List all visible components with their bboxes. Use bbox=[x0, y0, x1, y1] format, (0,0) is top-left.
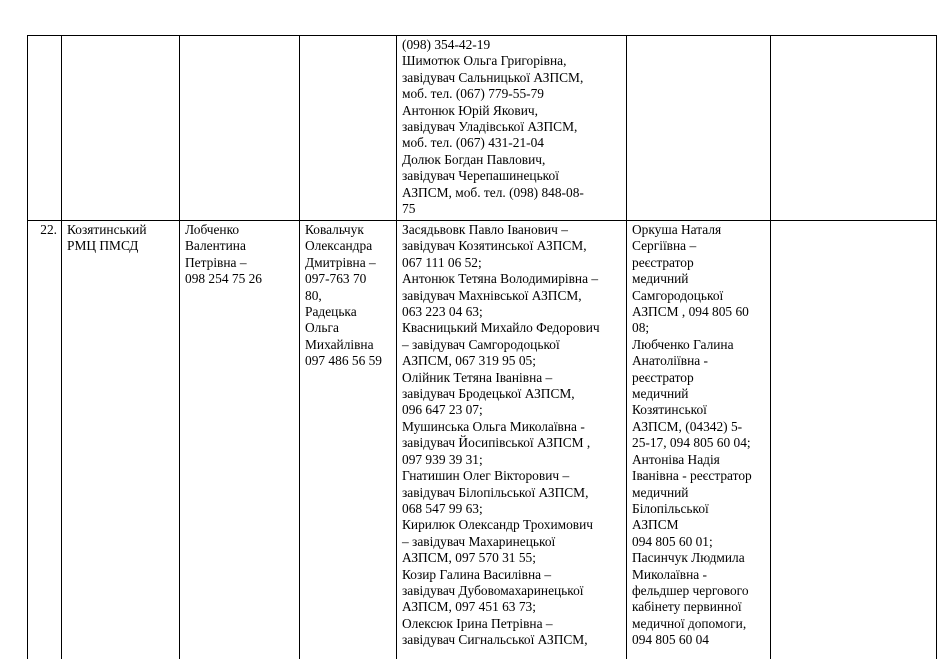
cell-text-line: завідувач Йосипівської АЗПСМ , bbox=[402, 435, 591, 451]
contacts-table bbox=[27, 35, 937, 659]
cell-text-line: 25-17, 094 805 60 04; bbox=[632, 435, 751, 451]
cell-text-line: 098 254 75 26 bbox=[185, 271, 262, 287]
cell-text-line: АЗПСМ, (04342) 5- bbox=[632, 418, 743, 434]
cell-text-line: АЗПСМ, 067 319 95 05; bbox=[402, 353, 536, 369]
cell-text-line: АЗПСМ, 097 570 31 55; bbox=[402, 550, 536, 566]
table-row bbox=[28, 36, 937, 221]
cell-text-line: АЗПСМ, моб. тел. (098) 848-08- bbox=[402, 184, 584, 200]
table-row bbox=[28, 221, 937, 659]
cell-text-line: медичної допомоги, bbox=[632, 615, 747, 631]
cell-text-line: реєстратор bbox=[632, 369, 694, 385]
cell-text-line: Радецька bbox=[305, 304, 357, 320]
cell-text-line: Олексюк Ірина Петрівна – bbox=[402, 615, 553, 631]
cell-text-line: Олійник Тетяна Іванівна – bbox=[402, 369, 553, 385]
cell-text-line: Валентина bbox=[185, 238, 246, 254]
cell-text-line: завідувач Сальницької АЗПСМ, bbox=[402, 69, 584, 85]
ambulatories-cell bbox=[397, 221, 627, 659]
cell-text-line: Дмитрівна – bbox=[305, 254, 376, 270]
cell-text-line: Гнатишин Олег Вікторович – bbox=[402, 468, 570, 484]
row-number-cell bbox=[28, 36, 62, 221]
cell-text-line: завідувач Козятинської АЗПСМ, bbox=[402, 238, 587, 254]
cell-text-line: Олександра bbox=[305, 238, 373, 254]
cell-text-line: Ковальчук bbox=[305, 222, 364, 237]
cell-text-line: Козир Галина Василівна – bbox=[402, 566, 552, 582]
cell-text-line: 75 bbox=[402, 201, 416, 217]
cell-text-line: Шимотюк Ольга Григорівна, bbox=[402, 53, 567, 69]
cell-text-line: 08; bbox=[632, 320, 650, 336]
cell-text-line: моб. тел. (067) 779-55-79 bbox=[402, 86, 544, 102]
cell-text-line: Кирилюк Олександр Трохимович bbox=[402, 517, 594, 533]
cell-text-line: АЗПСМ , 094 805 60 bbox=[632, 304, 749, 320]
cell-text-line: – завідувач Самгородоцької bbox=[402, 336, 560, 352]
cell-text-line: кабінету первинної bbox=[632, 599, 742, 615]
cell-text-line: АЗПСМ bbox=[632, 517, 679, 533]
cell-text-line: 068 547 99 63; bbox=[402, 500, 483, 516]
cell-text-line: Антонюк Тетяна Володимирівна – bbox=[402, 271, 599, 287]
cell-text-line: завідувач Махнівської АЗПСМ, bbox=[402, 287, 582, 303]
center-cell bbox=[62, 36, 180, 221]
cell-text-line: 097 939 39 31; bbox=[402, 451, 483, 467]
cell-text-line: завідувач Уладівської АЗПСМ, bbox=[402, 119, 578, 135]
cell-text-line: АЗПСМ, 097 451 63 73; bbox=[402, 599, 536, 615]
registrars-cell bbox=[627, 221, 771, 659]
cell-text-line: Петрівна – bbox=[185, 254, 247, 270]
deputy-cell bbox=[300, 36, 397, 221]
cell-text-line: РМЦ ПМСД bbox=[67, 238, 139, 254]
cell-text-line: Антонюк Юрій Якович, bbox=[402, 102, 538, 118]
cell-text-line: 094 805 60 01; bbox=[632, 533, 713, 549]
center-cell bbox=[62, 221, 180, 659]
cell-text-line: Лобченко bbox=[185, 222, 240, 237]
cell-text-line: Любченко Галина bbox=[632, 336, 734, 352]
cell-text-line: медичний bbox=[632, 386, 689, 402]
registrars-cell bbox=[627, 36, 771, 221]
cell-text-line: Антоніва Надія bbox=[632, 451, 720, 467]
cell-text-line: 067 111 06 52; bbox=[402, 254, 482, 270]
cell-text-line: – завідувач Махаринецької bbox=[402, 533, 556, 549]
cell-text-line: 097-763 70 bbox=[305, 271, 367, 287]
cell-text-line: 80, bbox=[305, 287, 322, 303]
cell-text-line: Козятинський bbox=[67, 222, 147, 237]
cell-text-line: реєстратор bbox=[632, 254, 694, 270]
cell-text-line: Білопільської bbox=[632, 500, 709, 516]
ambulatories-cell bbox=[397, 36, 627, 221]
cell-text-line: 063 223 04 63; bbox=[402, 304, 483, 320]
cell-text-line: Засядьвовк Павло Іванович – bbox=[402, 222, 568, 237]
cell-text-line: Долюк Богдан Павлович, bbox=[402, 151, 546, 167]
cell-text-line: Михайлівна bbox=[305, 336, 374, 352]
cell-text-line: (098) 354-42-19 bbox=[402, 37, 491, 52]
cell-text-line: завідувач Білопільської АЗПСМ, bbox=[402, 484, 589, 500]
cell-text-line: завідувач Сигнальської АЗПСМ, bbox=[402, 632, 588, 648]
cell-text-line: Мушинська Ольга Миколаївна - bbox=[402, 418, 585, 434]
cell-text-line: Сергіївна – bbox=[632, 238, 697, 254]
cell-text-line: Ольга bbox=[305, 320, 339, 336]
cell-text-line: медичний bbox=[632, 271, 689, 287]
cell-text-line: Козятинської bbox=[632, 402, 707, 418]
head-cell bbox=[180, 221, 300, 659]
cell-text-line: Самгородоцької bbox=[632, 287, 724, 303]
deputy-cell bbox=[300, 221, 397, 659]
cell-text-line: Пасинчук Людмила bbox=[632, 550, 745, 566]
cell-text-line: 094 805 60 04 bbox=[632, 632, 709, 648]
cell-text-line: завідувач Дубовомахаринецької bbox=[402, 582, 584, 598]
head-cell bbox=[180, 36, 300, 221]
cell-text-line: Оркуша Наталя bbox=[632, 222, 722, 237]
cell-text-line: 097 486 56 59 bbox=[305, 353, 382, 369]
cell-text-line: медичний bbox=[632, 484, 689, 500]
cell-text-line: 096 647 23 07; bbox=[402, 402, 483, 418]
cell-text-line: Миколаївна - bbox=[632, 566, 708, 582]
notes-cell bbox=[771, 36, 937, 221]
row-number-cell: 22. bbox=[28, 221, 62, 659]
cell-text-line: Квасницький Михайло Федорович bbox=[402, 320, 600, 336]
notes-cell bbox=[771, 221, 937, 659]
cell-text-line: Анатоліївна - bbox=[632, 353, 708, 369]
cell-text-line: моб. тел. (067) 431-21-04 bbox=[402, 135, 544, 151]
cell-text-line: завідувач Черепашинецької bbox=[402, 168, 559, 184]
cell-text-line: фельдшер чергового bbox=[632, 582, 749, 598]
cell-text-line: завідувач Бродецької АЗПСМ, bbox=[402, 386, 575, 402]
cell-text-line: Іванівна - реєстратор bbox=[632, 468, 752, 484]
